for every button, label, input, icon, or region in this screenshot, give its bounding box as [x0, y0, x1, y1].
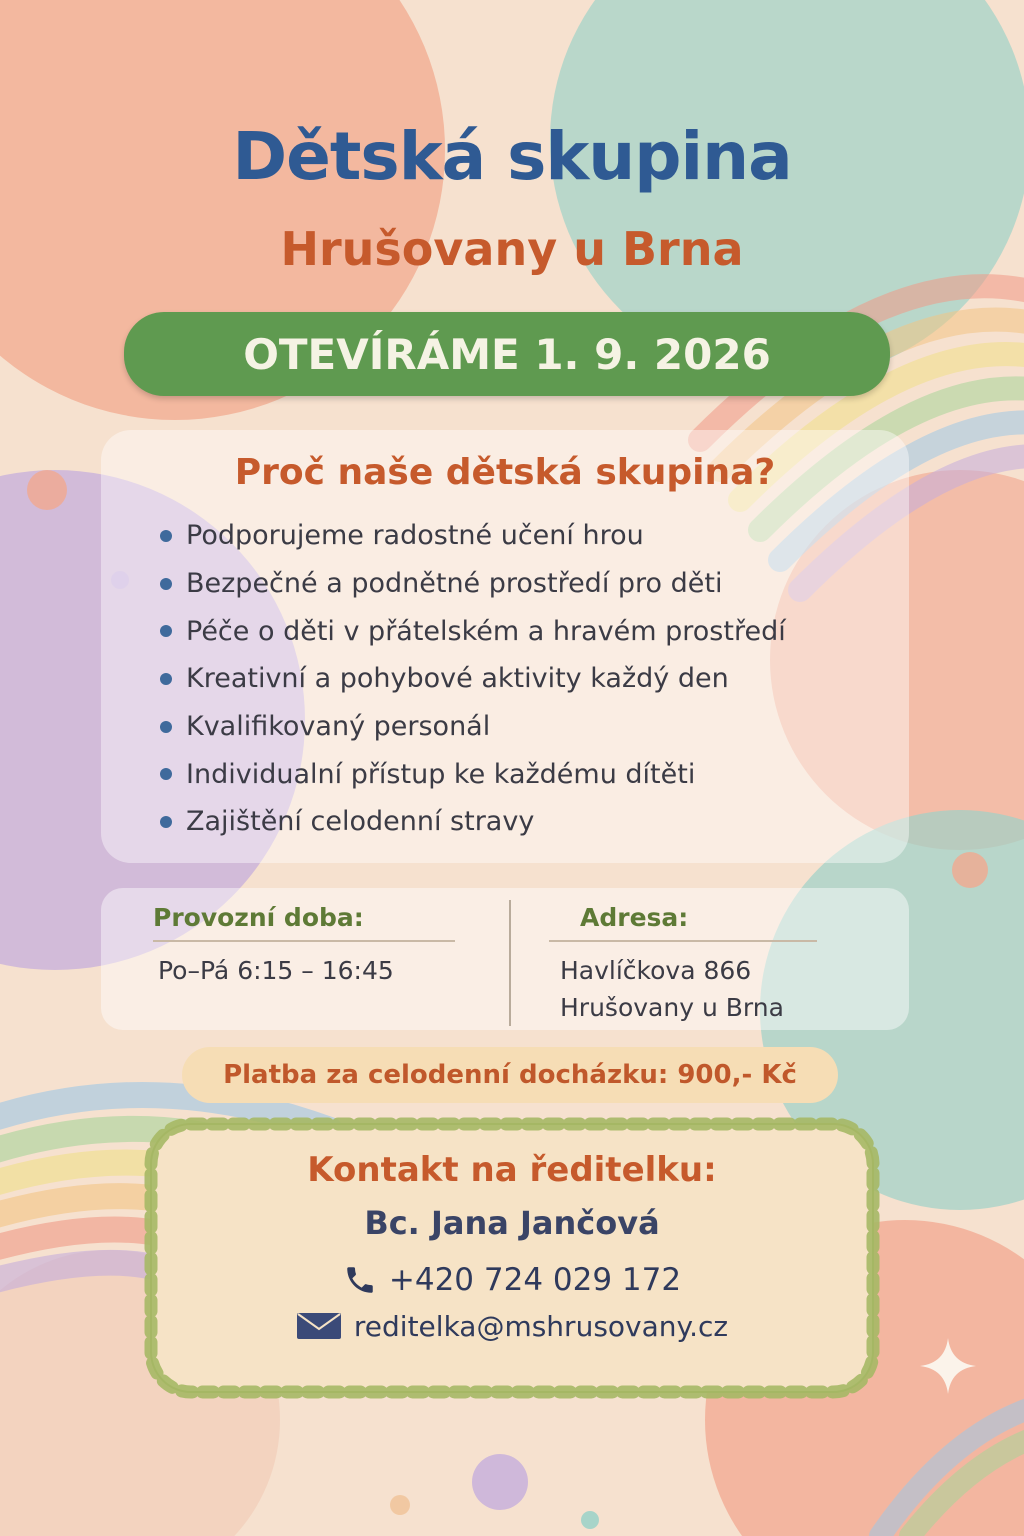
features-heading: Proč naše dětská skupina?	[234, 452, 776, 493]
opening-banner	[124, 312, 890, 396]
hours-value: Po–Pá 6:15 – 16:45	[158, 956, 394, 985]
bullet-icon	[160, 578, 172, 590]
info-divider	[509, 900, 511, 1026]
feature-text: Bezpečné a podnětné prostředí pro děti	[186, 568, 723, 600]
address-line-2: Hrušovany u Brna	[560, 993, 784, 1022]
hours-underline	[153, 940, 455, 942]
payment-text: Platba za celodenní docházku: 900,- Kč	[223, 1060, 797, 1090]
phone-number[interactable]: +420 724 029 172	[388, 1262, 682, 1298]
payment-badge	[182, 1047, 838, 1103]
phone-icon	[343, 1263, 377, 1297]
address-line-1: Havlíčkova 866	[560, 956, 752, 985]
sparkle-icon	[918, 1336, 978, 1396]
phone-row	[150, 1258, 874, 1302]
page-subtitle: Hrušovany u Brna	[280, 222, 744, 276]
list-item	[160, 560, 786, 608]
contact-heading: Kontakt na ředitelku:	[307, 1150, 717, 1190]
hours-label: Provozní doba:	[153, 903, 364, 932]
feature-text: Podporujeme radostné učení hrou	[186, 520, 644, 552]
list-item	[160, 703, 786, 751]
bullet-icon	[160, 816, 172, 828]
bullet-icon	[160, 530, 172, 542]
bullet-icon	[160, 721, 172, 733]
list-item	[160, 607, 786, 655]
list-item	[160, 750, 786, 798]
feature-text: Zajištění celodenní stravy	[186, 806, 535, 838]
list-item	[160, 655, 786, 703]
features-list	[160, 512, 786, 846]
feature-text: Individualní přístup ke každému dítěti	[186, 758, 696, 790]
director-name: Bc. Jana Jančová	[364, 1204, 660, 1242]
bullet-icon	[160, 673, 172, 685]
opening-banner-text: OTEVÍRÁME 1. 9. 2026	[243, 329, 771, 379]
envelope-icon	[296, 1311, 342, 1341]
address-underline	[549, 940, 817, 942]
page-title: Dětská skupina	[232, 118, 792, 195]
email-address[interactable]: reditelka@mshrusovany.cz	[353, 1309, 729, 1343]
email-row	[150, 1304, 874, 1348]
feature-text: Kreativní a pohybové aktivity každý den	[186, 663, 729, 695]
bullet-icon	[160, 625, 172, 637]
feature-text: Péče o děti v přátelském a hravém prostředí	[186, 615, 786, 647]
list-item	[160, 798, 786, 846]
bullet-icon	[160, 768, 172, 780]
feature-text: Kvalifikovaný personál	[186, 711, 491, 743]
list-item	[160, 512, 786, 560]
address-label: Adresa:	[580, 903, 689, 932]
